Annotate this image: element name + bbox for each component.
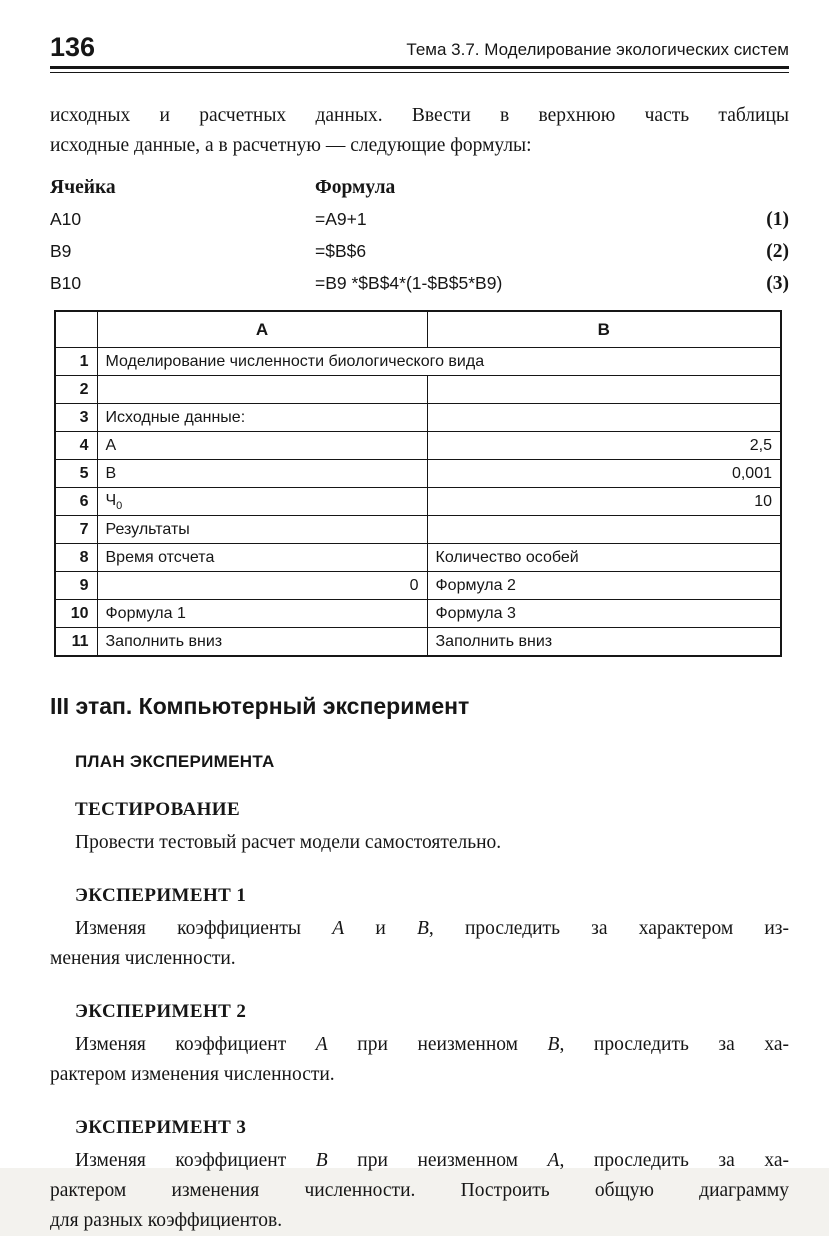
table-row (55, 572, 781, 600)
row-number: 5 (55, 460, 97, 488)
cell-a: Время отсчета (97, 544, 427, 572)
spreadsheet-header-row (55, 311, 781, 348)
row-number: 1 (55, 348, 97, 376)
variable: B (315, 1150, 328, 1171)
corner-cell (55, 311, 97, 348)
running-head (50, 34, 789, 61)
text-run: Изменяя коэффициент (75, 1150, 316, 1171)
formula-row-formula: =$B$6 (315, 241, 367, 261)
paragraph-line: менения численности. (50, 948, 236, 969)
experiment-3-paragraph (50, 1146, 789, 1236)
row-number: 3 (55, 404, 97, 432)
paragraph-line (50, 1030, 789, 1060)
intro-line: исходные данные, а в расчетную — следующие формулы: (50, 135, 532, 156)
table-row (55, 544, 781, 572)
testing-paragraph (50, 828, 789, 858)
column-header-a: A (97, 311, 427, 348)
formula-row-cell: B10 (50, 273, 82, 293)
cell-a: A (97, 432, 427, 460)
experiment-1-paragraph (50, 914, 789, 974)
cell-b: 2,5 (427, 432, 781, 460)
experiment-2-heading: ЭКСПЕРИМЕНТ 2 (75, 1001, 247, 1022)
cell-a: Результаты (97, 516, 427, 544)
experiment-3-heading: ЭКСПЕРИМЕНТ 3 (75, 1117, 247, 1138)
table-row (55, 432, 781, 460)
paragraph-line (50, 1146, 789, 1176)
formula-row-cell: B9 (50, 241, 72, 261)
formula-row-number: (3) (766, 273, 789, 294)
text-run: Изменяя коэффициенты (75, 918, 333, 939)
text-run: при неизменном (327, 1034, 548, 1055)
page-number: 136 (50, 32, 96, 62)
row-number: 4 (55, 432, 97, 460)
row-number: 10 (55, 600, 97, 628)
running-title: Тема 3.7. Моделирование экологических систем (406, 40, 789, 59)
text-run: , проследить за ха- (559, 1150, 789, 1171)
cell-a-subscript: 0 (116, 499, 123, 512)
formula-row-number: (1) (766, 209, 789, 230)
text-run: и (344, 918, 417, 939)
row-number: 11 (55, 628, 97, 657)
cell-b: 10 (427, 488, 781, 516)
cell-b: Количество особей (427, 544, 781, 572)
table-row (55, 488, 781, 516)
paragraph-line: рактером изменения численности. Построить общую диаграмму (50, 1180, 789, 1201)
testing-text: Провести тестовый расчет модели самостоятельно. (75, 832, 502, 853)
table-row (55, 516, 781, 544)
table-row (55, 460, 781, 488)
formula-row-cell: A10 (50, 209, 82, 229)
cell-b (427, 516, 781, 544)
variable: A (315, 1034, 328, 1055)
cell-a (97, 376, 427, 404)
table-row (55, 404, 781, 432)
spreadsheet-table (54, 310, 782, 657)
table-row (55, 600, 781, 628)
cell-b (427, 376, 781, 404)
table-row (55, 348, 781, 376)
cell-b: Формула 2 (427, 572, 781, 600)
cell-a (97, 488, 427, 516)
experiment-1-heading: ЭКСПЕРИМЕНТ 1 (75, 885, 247, 906)
cell-b (427, 404, 781, 432)
paragraph-line: рактером изменения численности. (50, 1064, 335, 1085)
cell-a: 0 (97, 572, 427, 600)
row-number: 9 (55, 572, 97, 600)
variable: A (332, 918, 345, 939)
row-number: 7 (55, 516, 97, 544)
cell-a: Исходные данные: (97, 404, 427, 432)
table-row (55, 628, 781, 657)
formula-list (50, 177, 789, 295)
intro-paragraph (50, 101, 789, 161)
formula-list-col-cell: Ячейка (50, 177, 116, 198)
cell-a: B (97, 460, 427, 488)
row-number: 2 (55, 376, 97, 404)
variable: A (547, 1150, 560, 1171)
variable: B (547, 1034, 560, 1055)
column-header-b: B (427, 311, 781, 348)
row-number: 8 (55, 544, 97, 572)
table-row (55, 376, 781, 404)
cell-b: Формула 3 (427, 600, 781, 628)
paragraph-line: для разных коэффициентов. (50, 1210, 283, 1231)
formula-list-col-formula: Формула (315, 177, 396, 198)
stage-heading: III этап. Компьютерный эксперимент (50, 693, 470, 719)
cell-a: Заполнить вниз (97, 628, 427, 657)
text-run: при неизменном (327, 1150, 548, 1171)
text-run: Изменяя коэффициент (75, 1034, 316, 1055)
cell-a-base: Ч (105, 491, 117, 509)
cell-b: Заполнить вниз (427, 628, 781, 657)
cell-a: Формула 1 (97, 600, 427, 628)
text-run: , проследить за характером из- (428, 918, 789, 939)
intro-line: исходных и расчетных данных. Ввести в верхнюю часть таблицы (50, 105, 789, 126)
cell-a: Моделирование численности биологического вида (97, 348, 781, 376)
paragraph-line (50, 914, 789, 944)
experiment-2-paragraph (50, 1030, 789, 1090)
variable: B (416, 918, 429, 939)
row-number: 6 (55, 488, 97, 516)
formula-row-formula: =A9+1 (315, 209, 367, 229)
text-run: , проследить за ха- (559, 1034, 789, 1055)
header-rule (50, 66, 789, 73)
formula-row-formula: =B9 *$B$4*(1-$B$5*B9) (315, 273, 503, 293)
plan-heading: ПЛАН ЭКСПЕРИМЕНТА (75, 752, 275, 771)
cell-b: 0,001 (427, 460, 781, 488)
formula-row-number: (2) (766, 241, 789, 262)
testing-heading: ТЕСТИРОВАНИЕ (75, 799, 241, 820)
